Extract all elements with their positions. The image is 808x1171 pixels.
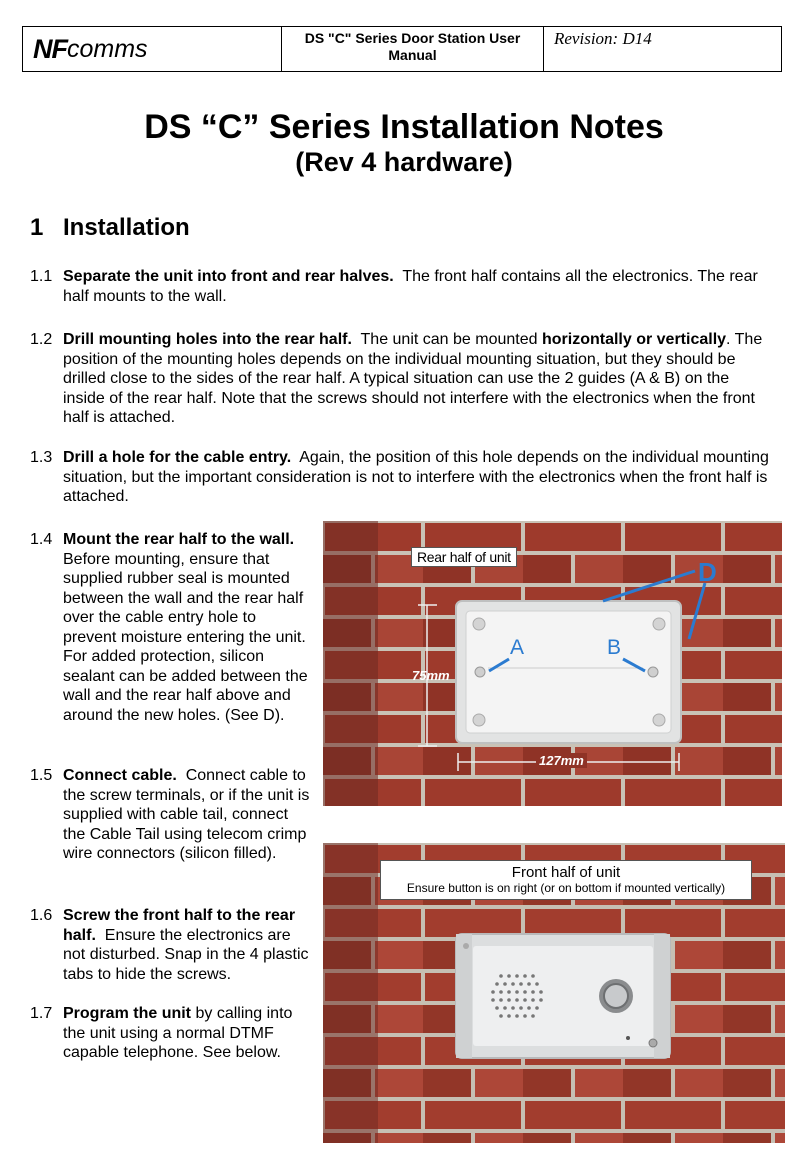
step-1-3 bbox=[30, 448, 770, 507]
front-caption-box bbox=[380, 860, 752, 900]
step-number: 1.5 bbox=[30, 767, 53, 784]
nfcomms-logo bbox=[23, 27, 282, 71]
page-title: DS “C” Series Installation Notes bbox=[144, 108, 664, 146]
rear-caption: Rear half of unit bbox=[411, 547, 517, 567]
step-text-continued: . The position of the mounting holes depends on the individual mounting situation, but they should be drilled close to the sides of the rear half. A typical situation can use the 2 guides (A & B) on the inside of the rear half. Note that the screws should not interfere with the electronics when the front half is attached. bbox=[63, 331, 763, 426]
label-b: B bbox=[607, 636, 622, 659]
revision-label: Revision: D14 bbox=[554, 29, 652, 48]
step-1-7 bbox=[30, 1004, 310, 1063]
step-lead: Drill a hole for the cable entry. bbox=[63, 449, 292, 466]
label-d: D bbox=[698, 557, 717, 587]
step-number: 1.4 bbox=[30, 531, 53, 548]
step-text: The front half contains all the electronics. The rear half mounts to the wall. bbox=[63, 268, 758, 305]
step-1-1 bbox=[30, 267, 770, 306]
front-half-photo bbox=[323, 843, 785, 1143]
step-text: by calling into the unit using a normal DTMF capable telephone. See below. bbox=[63, 1005, 293, 1061]
step-lead: Drill mounting holes into the rear half. bbox=[63, 331, 352, 348]
step-1-6 bbox=[30, 906, 312, 984]
step-number: 1.7 bbox=[30, 1005, 53, 1022]
step-text: Connect cable to the screw terminals, or if the unit is supplied with cable tail, connect the Cable Tail using telecom crimp wire connectors (silicon filled). bbox=[63, 767, 310, 862]
height-dimension: 75mm bbox=[412, 668, 450, 683]
document-header bbox=[22, 26, 782, 72]
section-heading bbox=[30, 214, 190, 242]
rear-half-photo bbox=[323, 521, 782, 806]
logo-text: comms bbox=[67, 34, 148, 63]
step-lead: Connect cable. bbox=[63, 767, 177, 784]
step-number: 1.2 bbox=[30, 331, 53, 348]
step-number: 1.1 bbox=[30, 268, 53, 285]
section-title: Installation bbox=[63, 214, 190, 241]
front-caption-note: Ensure button is on right (or on bottom if mounted vertically) bbox=[406, 881, 726, 895]
step-lead: Program the unit bbox=[63, 1005, 192, 1022]
front-caption-title: Front half of unit bbox=[511, 864, 621, 881]
section-number: 1 bbox=[30, 214, 44, 241]
step-lead: Screw the front half to the rear half. bbox=[63, 907, 296, 944]
step-text: Before mounting, ensure that supplied rubber seal is mounted between the wall and the rear half over the cable entry hole to prevent moisture entering the unit. For added protection, silicon sealant can be added between the wall and the rear half above and around the new holes. (See D). bbox=[63, 550, 308, 724]
step-lead: Mount the rear half to the wall. bbox=[63, 531, 295, 548]
step-lead: Separate the unit into front and rear halves. bbox=[63, 268, 394, 285]
document-title: DS "C" Series Door Station User Manual bbox=[282, 27, 544, 71]
step-1-4 bbox=[30, 530, 310, 725]
page-subtitle: (Rev 4 hardware) bbox=[295, 147, 513, 177]
logo-bold-text: NF bbox=[33, 33, 67, 64]
step-text: The unit can be mounted bbox=[360, 331, 538, 348]
step-text: Again, the position of this hole depends on the individual mounting situation, but the important consideration is not to interfere with the electronics when the front half is attached. bbox=[63, 449, 769, 505]
step-emphasis: horizontally or vertically bbox=[541, 331, 727, 348]
step-1-5 bbox=[30, 766, 310, 864]
step-number: 1.6 bbox=[30, 907, 53, 924]
label-a: A bbox=[510, 636, 525, 659]
width-dimension: 127mm bbox=[536, 753, 587, 768]
step-number: 1.3 bbox=[30, 449, 53, 466]
step-1-2 bbox=[30, 330, 770, 428]
step-text: Ensure the electronics are not disturbed. Snap in the 4 plastic tabs to hide the screws. bbox=[63, 926, 309, 983]
